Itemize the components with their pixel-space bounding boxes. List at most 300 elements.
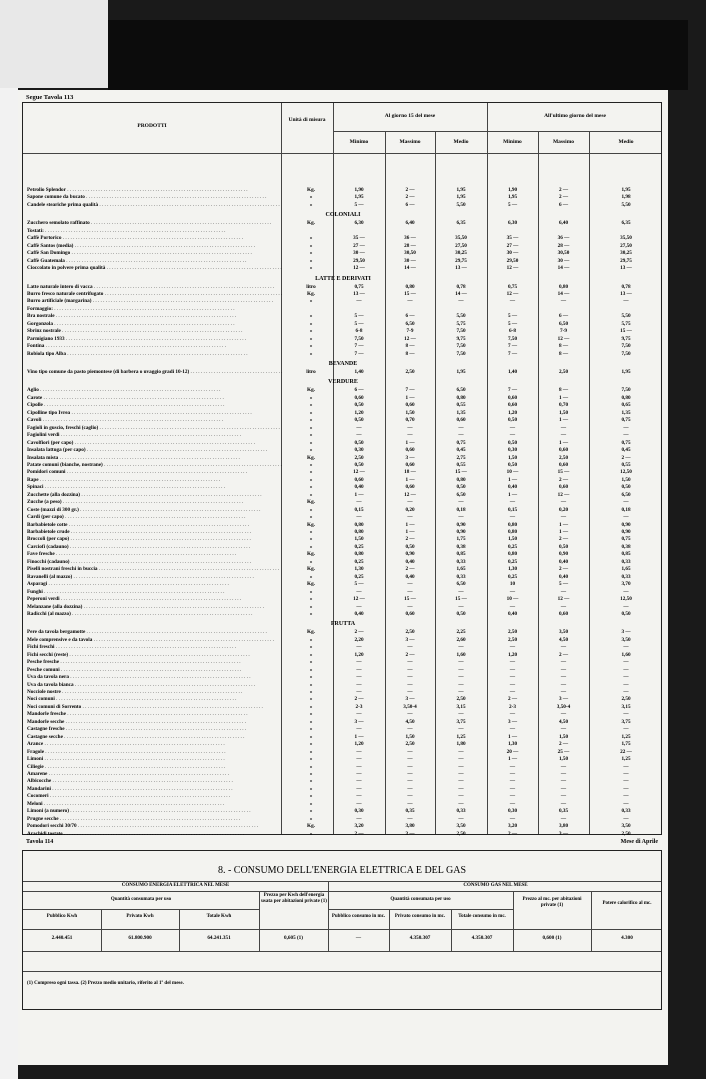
price-cell: 6-8 [509, 328, 516, 335]
gas-sub: Quantità consumata per uso [390, 897, 451, 902]
price-cell: 28 — [404, 242, 416, 249]
price-cell: 0,33 [621, 808, 631, 815]
product-name: Caffè Portorico . . . [27, 235, 282, 242]
price-cell: 1,95 [354, 194, 364, 201]
unit-cell: » [309, 320, 313, 327]
price-cell: 1 — [405, 529, 415, 535]
price-cell: 7,50 [456, 328, 466, 335]
price-cell: 0,80 [354, 529, 364, 535]
price-cell: 12 — [353, 469, 365, 476]
price-cell: — [560, 298, 567, 305]
price-cell: 3,20 [354, 823, 364, 830]
price-cell: 30 — [506, 250, 519, 257]
table-row [23, 581, 663, 588]
price-cell: 35,50 [620, 235, 632, 242]
price-cell: 1,50 [507, 536, 518, 543]
price-cell: 3 — [621, 629, 631, 636]
product-name: Ciliegie . . . [27, 764, 282, 771]
price-cell: — [560, 666, 567, 673]
price-cell: 2,50 [456, 830, 466, 837]
table-row [23, 343, 663, 350]
unit-cell: » [309, 536, 313, 543]
price-cell: 14 — [557, 265, 570, 272]
divider [591, 891, 592, 951]
table-row [23, 395, 663, 402]
price-cell: 1,40 [507, 369, 518, 375]
unit-cell: » [309, 659, 313, 666]
price-cell: — [458, 711, 464, 718]
price-cell: — [623, 793, 629, 800]
table2-month: Mese di Aprile [620, 839, 658, 845]
price-cell: 0,50 [558, 543, 569, 550]
price-cell: 0,78 [456, 283, 466, 290]
unit-cell: litro [306, 369, 316, 375]
price-cell: 2,50 [621, 696, 631, 703]
product-name: Castagne secche . . . [27, 734, 282, 741]
price-cell: 2,50 [507, 629, 518, 636]
unit-cell: » [309, 703, 313, 710]
price-cell: 4,50 [405, 718, 415, 725]
price-cell: 13 — [620, 265, 632, 272]
divider [23, 971, 661, 972]
sub-max2: Massimo [552, 139, 575, 145]
price-cell: 0,60 [558, 610, 569, 617]
energy-table [22, 850, 662, 1010]
product-name: Cipolle . . . [27, 402, 282, 409]
price-cell: 1 — [558, 521, 569, 528]
price-cell: 6,35 [621, 220, 631, 227]
price-cell: 12 — [404, 335, 416, 342]
price-cell: 7,50 [354, 335, 364, 342]
price-cell: 1,20 [507, 651, 518, 658]
product-name: Cocomeri . . . [27, 793, 282, 800]
price-cell: 0,40 [507, 484, 518, 491]
unit-cell: Kg. [307, 823, 315, 830]
price-cell: — [458, 681, 464, 688]
price-cell: 5 — [354, 313, 364, 320]
unit-cell: » [309, 257, 313, 264]
price-cell: 0,60 [558, 484, 569, 491]
table-row [23, 696, 663, 703]
product-name: Parmigiano 1933 . . . [27, 336, 282, 343]
unit-cell: » [309, 432, 313, 439]
divider [513, 891, 514, 951]
price-cell: 22 — [620, 748, 632, 755]
price-cell: 0,60 [558, 461, 569, 468]
price-cell: 8 — [405, 343, 415, 350]
price-cell: 5 — [507, 320, 518, 327]
gas-power-head: Potere calorifico al mc. [602, 901, 652, 906]
price-cell: — [509, 681, 516, 688]
price-cell: 12,50 [620, 469, 632, 476]
price-cell: 1,25 [621, 756, 631, 763]
price-cell: 1 — [405, 394, 415, 401]
price-cell: 7,50 [621, 350, 631, 357]
unit-cell: » [309, 741, 313, 748]
table-row [23, 536, 663, 543]
table-row [23, 313, 663, 320]
price-cell: 27 — [506, 242, 519, 249]
unit-cell: » [309, 763, 313, 770]
price-cell: 12 — [506, 265, 519, 272]
table-row [23, 704, 663, 711]
unit-cell: » [309, 718, 313, 725]
table-row [23, 589, 663, 596]
product-name: Barbabietole crude . . . [27, 529, 282, 536]
price-cell: — [356, 514, 362, 521]
table-row [23, 440, 663, 447]
price-cell: 15 — [455, 596, 467, 603]
price-cell: 0,40 [354, 484, 364, 491]
unit-cell: » [309, 815, 313, 822]
price-cell: 1,50 [405, 409, 415, 416]
price-cell: 27 — [353, 242, 365, 249]
price-cell: 5,50 [456, 313, 466, 320]
table-row [23, 432, 663, 439]
table-row [23, 484, 663, 491]
unit-cell: » [309, 343, 313, 350]
price-cell: 7-9 [406, 328, 414, 335]
table-row [23, 637, 663, 644]
price-cell: 2,50 [558, 369, 569, 375]
price-cell: 35 — [353, 235, 365, 242]
product-name: Gorgonzola . . . [27, 321, 282, 328]
table-row [23, 220, 663, 227]
price-cell: — [509, 793, 516, 800]
table-row [23, 793, 663, 800]
price-cell: 1,75 [621, 741, 631, 748]
table-row [23, 402, 663, 409]
price-cell: 2,50 [405, 741, 415, 748]
price-cell: — [509, 432, 516, 439]
unit-cell: » [309, 313, 313, 320]
unit-cell: » [309, 194, 313, 201]
price-cell: 12 — [557, 335, 570, 342]
price-cell: 1,95 [456, 369, 466, 375]
product-name: Caffè Guatemala . . . [27, 258, 282, 265]
product-name: Funghi . . . [27, 589, 282, 596]
unit-cell: » [309, 689, 313, 695]
table-row [23, 674, 663, 681]
price-cell: — [407, 763, 413, 770]
price-cell: 0,65 [621, 402, 631, 409]
price-cell: 15 — [557, 469, 570, 476]
product-name: Caffè San Domingo . . . [27, 250, 282, 257]
price-cell: 1 — [507, 733, 518, 740]
price-cell: 0,33 [456, 808, 466, 815]
val-gas-price: 0,600 (1) [542, 935, 562, 941]
price-cell: 0,80 [558, 283, 569, 290]
price-cell: — [407, 499, 413, 506]
price-cell: — [560, 793, 567, 800]
price-cell: 7 — [405, 387, 415, 394]
product-name: Coste (mazzi di 300 gr.) . . . [27, 507, 282, 514]
product-name: Noci comuni . . . [27, 696, 282, 703]
price-cell: — [356, 603, 362, 610]
unit-cell: » [309, 514, 313, 521]
price-cell: 0,40 [507, 610, 518, 617]
price-cell: 12 — [353, 596, 365, 603]
table-row [23, 719, 663, 726]
product-name: Pere da tavola bergamotte . . . [27, 629, 282, 636]
price-cell: — [356, 711, 362, 718]
price-cell: — [407, 298, 413, 305]
price-cell: 7,50 [456, 343, 466, 350]
price-cell: 1,60 [456, 651, 466, 658]
price-cell: — [509, 603, 516, 610]
gas-price-head: Prezzo al mc. per abitazioni private (1) [522, 897, 582, 908]
unit-cell: » [309, 603, 313, 610]
price-cell: 1,50 [354, 536, 364, 543]
price-cell: — [509, 815, 516, 822]
price-cell: — [623, 770, 629, 777]
price-cell: — [407, 674, 413, 681]
product-name: Mandorle fresche . . . [27, 711, 282, 718]
price-cell: — [458, 726, 464, 733]
price-cell: 0,25 [354, 543, 364, 550]
price-cell: 2 — [558, 651, 569, 658]
price-cell: — [623, 424, 629, 431]
price-cell: 0,90 [456, 529, 466, 535]
product-name: Fichi freschi . . . [27, 644, 282, 651]
unit-cell: » [309, 558, 313, 565]
price-cell: — [623, 298, 629, 305]
product-name: Broccoli (per capo) . . . [27, 536, 282, 543]
unit-cell: » [309, 726, 313, 733]
product-name: Sapone comune da bucato . . . [27, 194, 282, 201]
price-cell: — [356, 588, 362, 595]
price-cell: — [623, 711, 629, 718]
price-cell: 0,50 [507, 417, 518, 424]
price-cell: 18 — [404, 469, 416, 476]
price-cell: 1,30 [354, 566, 364, 573]
price-cell: 1 — [507, 756, 518, 763]
price-cell: — [623, 785, 629, 792]
price-cell: 1,20 [354, 741, 364, 748]
val-gas-pubblico: — [355, 935, 362, 941]
price-cell: — [560, 800, 567, 807]
unit-cell: » [309, 778, 313, 785]
price-cell: 8 — [405, 350, 415, 357]
price-cell: 1,50 [621, 476, 631, 483]
table-label: Segue Tavola 113 [26, 94, 74, 101]
price-cell: 0,75 [621, 417, 631, 424]
price-cell: 3 — [558, 830, 569, 837]
price-cell: 6 — [558, 201, 569, 208]
price-cell: — [623, 778, 629, 785]
price-cell: — [623, 499, 629, 506]
price-cell: 1,80 [456, 741, 466, 748]
unit-cell: » [309, 417, 313, 424]
price-cell: 1 — [507, 491, 518, 498]
price-cell: 5,50 [621, 313, 631, 320]
price-cell: — [560, 681, 567, 688]
price-cell: 30,50 [404, 250, 416, 257]
price-cell: 0,18 [456, 506, 466, 513]
price-cell: — [458, 644, 464, 651]
price-cell: 6 — [405, 313, 415, 320]
val-gas-power: 4.300 [621, 935, 633, 941]
table-row [23, 659, 663, 666]
price-cell: 6,50 [456, 491, 466, 498]
price-cell: 7 — [354, 343, 364, 350]
unit-cell: » [309, 506, 313, 513]
price-cell: — [509, 674, 516, 681]
table-row [23, 243, 663, 250]
product-name: Candele steariche prima qualità . . . [27, 202, 282, 209]
price-cell: — [458, 432, 464, 439]
price-cell: 15 — [620, 328, 632, 335]
table-row [23, 447, 663, 454]
unit-cell: » [309, 484, 313, 491]
product-name: Noci comuni di Sorrento . . . [27, 704, 282, 711]
product-name: Uva da tavola bianca . . . [27, 682, 282, 689]
val-totale: 64.241.351 [207, 935, 231, 941]
product-name: Caffè Santos (media) . . . [27, 243, 282, 250]
price-cell: 0,80 [405, 283, 415, 290]
unit-cell: » [309, 402, 313, 409]
price-cell: 0,50 [354, 417, 364, 424]
divider [259, 891, 260, 951]
price-cell: — [623, 815, 629, 822]
price-cell: 29,50 [506, 257, 519, 264]
table-row [23, 235, 663, 242]
product-name: Arachidi tostate . . . [27, 831, 282, 838]
val-gas-privato: 4.350.307 [409, 935, 431, 941]
unit-cell: » [309, 235, 313, 242]
table-row [23, 369, 663, 376]
table-row [23, 410, 663, 417]
table-row [23, 604, 663, 611]
price-cell: 25 — [557, 748, 570, 755]
price-cell: — [356, 815, 362, 822]
product-name: Insalata mista . . . [27, 455, 282, 462]
table-row [23, 187, 663, 194]
price-cell: 6 — [558, 313, 569, 320]
unit-cell: Kg. [307, 290, 315, 297]
table-row [23, 711, 663, 718]
val-privato: 61.800.900 [128, 935, 152, 941]
price-cell: 1,40 [354, 369, 364, 375]
product-name: Insalata lattuga (per capo) . . . [27, 447, 282, 454]
unit-cell: » [309, 681, 313, 688]
price-cell: 9,75 [456, 335, 466, 342]
product-name: Peperoni verdi . . . [27, 596, 282, 603]
product-name: Burro artificiale (margarina) . . . [27, 298, 282, 305]
product-name: Uva da tavola nera . . . [27, 674, 282, 681]
price-cell: 7,50 [621, 343, 631, 350]
table-row [23, 202, 663, 209]
price-cell: 1 — [405, 521, 415, 528]
product-name: Aglio . . . [27, 387, 282, 394]
price-cell: 13 — [353, 290, 365, 297]
price-cell: 4,50 [558, 718, 569, 725]
table-row [23, 801, 663, 808]
price-cell: 0,60 [405, 610, 415, 617]
product-name: Formaggio: . . . [27, 306, 282, 313]
price-cell: 1,75 [456, 536, 466, 543]
price-cell: 3,70 [621, 581, 631, 588]
price-cell: 0,30 [507, 808, 518, 815]
table-row [23, 808, 663, 815]
price-cell: 0,90 [621, 521, 631, 528]
price-cell: 3,80 [558, 823, 569, 830]
table-row [23, 644, 663, 651]
price-cell: — [407, 785, 413, 792]
product-name: Cavolfiori (per capo) . . . [27, 440, 282, 447]
price-cell: — [623, 689, 629, 695]
price-cell: — [560, 659, 567, 666]
price-cell: 30 — [353, 250, 365, 257]
price-cell: 1,50 [558, 409, 569, 416]
price-cell: — [509, 689, 516, 695]
price-cell: 1,98 [621, 194, 631, 201]
price-cell: 1 — [405, 476, 415, 483]
product-name: Amarene . . . [27, 771, 282, 778]
price-cell: 1,35 [456, 409, 466, 416]
table-row [23, 492, 663, 499]
price-cell: 2 — [405, 536, 415, 543]
price-cell: — [407, 748, 413, 755]
unit-cell: Kg. [307, 566, 315, 573]
price-cell: 5,75 [456, 320, 466, 327]
product-name: Castagne fresche . . . [27, 726, 282, 733]
price-cell: 3,50-4 [403, 703, 417, 710]
price-cell: 0,70 [558, 402, 569, 409]
unit-cell: » [309, 461, 313, 468]
unit-cell: litro [306, 283, 316, 290]
price-cell: — [509, 644, 516, 651]
price-cell: 2,20 [354, 636, 364, 643]
price-cell: — [560, 763, 567, 770]
price-cell: 0,90 [405, 551, 415, 558]
price-cell: — [407, 726, 413, 733]
price-cell: 1,25 [621, 733, 631, 740]
price-cell: 2 — [405, 194, 415, 201]
price-cell: 0,25 [354, 558, 364, 565]
energy-title: 8. - CONSUMO DELL'ENERGIA ELETTRICA E DEL GAS [217, 865, 467, 876]
price-cell: 2-3 [509, 703, 516, 710]
table-row [23, 544, 663, 551]
table-row [23, 778, 663, 785]
price-cell: 2 — [558, 536, 569, 543]
price-cell: 2,50 [405, 369, 415, 375]
sub-min: Minimo [349, 139, 369, 145]
product-name: Asparagi . . . [27, 581, 282, 588]
price-cell: 2 — [558, 741, 569, 748]
unit-cell: » [309, 573, 313, 580]
price-cell: 1,50 [507, 454, 518, 461]
price-cell: — [560, 711, 567, 718]
unit-cell: Kg. [307, 499, 315, 506]
table-row [23, 726, 663, 733]
table-row [23, 306, 663, 313]
table-row [23, 786, 663, 793]
product-name: Cipolline tipo Ivrea . . . [27, 410, 282, 417]
table-row [23, 298, 663, 305]
price-cell: 0,50 [507, 461, 518, 468]
divider [328, 909, 513, 910]
price-cell: — [623, 800, 629, 807]
unit-cell: » [309, 830, 313, 837]
unit-cell: » [309, 588, 313, 595]
price-cell: — [458, 763, 464, 770]
price-cell: 30,50 [557, 250, 570, 257]
product-name: Arance . . . [27, 741, 282, 748]
price-cell: — [623, 659, 629, 666]
price-cell: 0,85 [621, 551, 631, 558]
unit-cell: » [309, 439, 313, 446]
